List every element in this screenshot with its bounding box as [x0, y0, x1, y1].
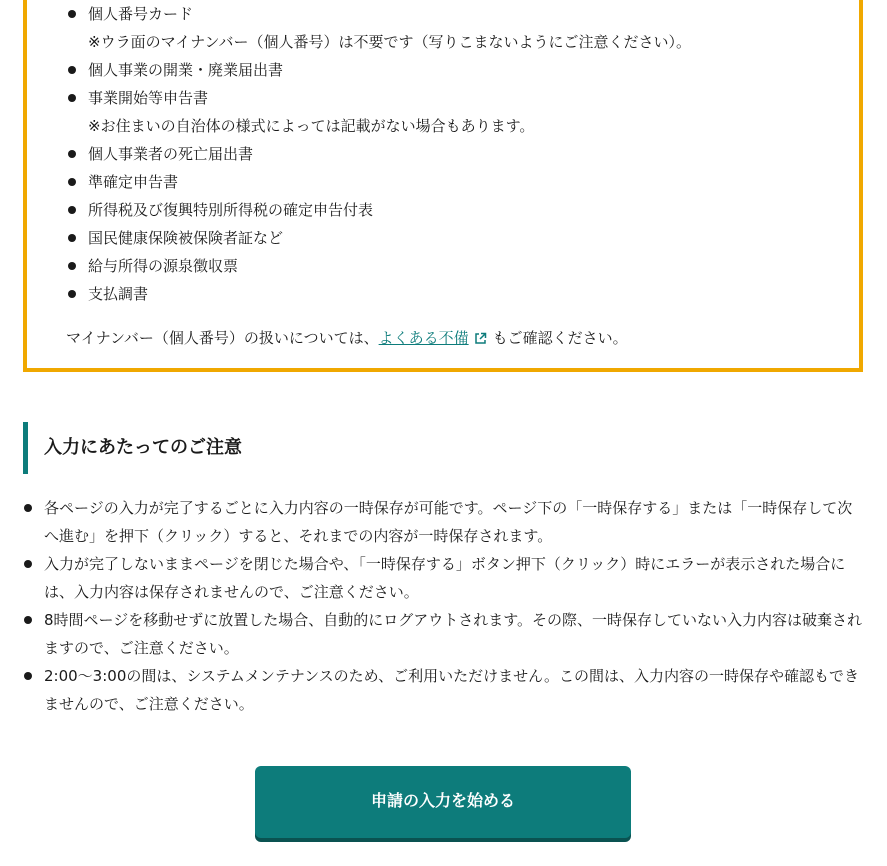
bullet-icon	[24, 672, 32, 680]
document-label: 準確定申告書	[88, 173, 179, 191]
document-label: 個人番号カード	[88, 5, 194, 23]
caution-text: 各ページの入力が完了するごとに入力内容の一時保存が可能です。ページ下の「一時保存する」または「一時保存して次へ進む」を押下（クリック）すると、それまでの内容が一時保存されます。	[44, 499, 853, 545]
document-item	[66, 84, 846, 112]
document-item	[66, 0, 846, 28]
mynumber-notice	[66, 324, 628, 352]
external-link-icon[interactable]	[474, 332, 487, 345]
bullet-icon	[68, 10, 76, 18]
bullet-icon	[68, 206, 76, 214]
document-label: 給与所得の源泉徴収票	[88, 257, 239, 275]
document-item	[66, 280, 846, 308]
document-label: 国民健康保険被保険者証など	[88, 229, 284, 247]
start-application-button[interactable]: 申請の入力を始める	[255, 766, 631, 838]
document-label: 個人事業者の死亡届出書	[88, 145, 254, 163]
caution-heading: 入力にあたってのご注意	[23, 422, 863, 474]
caution-item	[23, 550, 863, 606]
mynumber-prefix: マイナンバー（個人番号）の扱いについては、	[66, 329, 379, 347]
bullet-icon	[68, 150, 76, 158]
caution-list	[23, 494, 863, 718]
document-item	[66, 168, 846, 196]
document-label: 支払調書	[88, 285, 149, 303]
document-label: 事業開始等申告書	[88, 89, 209, 107]
document-item	[66, 140, 846, 168]
bullet-icon	[68, 94, 76, 102]
caution-text: 入力が完了しないままページを閉じた場合や、「一時保存する」ボタン押下（クリック）時にエラーが表示された場合には、入力内容は保存されませんので、ご注意ください。	[44, 555, 846, 601]
bullet-icon	[24, 560, 32, 568]
document-list	[66, 0, 846, 308]
bullet-icon	[68, 290, 76, 298]
document-item	[66, 196, 846, 224]
document-label: 個人事業の開業・廃業届出書	[88, 61, 284, 79]
bullet-icon	[24, 616, 32, 624]
caution-item	[23, 662, 863, 718]
bullet-icon	[68, 178, 76, 186]
caution-item	[23, 606, 863, 662]
bullet-icon	[68, 234, 76, 242]
caution-item	[23, 494, 863, 550]
bullet-icon	[24, 504, 32, 512]
document-note: ※ウラ面のマイナンバー（個人番号）は不要です（写りこまないようにご注意ください）。	[88, 33, 691, 51]
document-note: ※お住まいの自治体の様式によっては記載がない場合もあります。	[88, 117, 535, 135]
caution-text: 8時間ページを移動せずに放置した場合、自動的にログアウトされます。その際、一時保存していない入力内容は破棄されますので、ご注意ください。	[44, 611, 863, 657]
faq-link[interactable]: よくある不備	[378, 329, 469, 347]
document-item	[66, 252, 846, 280]
bullet-icon	[68, 66, 76, 74]
document-label: 所得税及び復興特別所得税の確定申告付表	[88, 201, 374, 219]
document-item	[66, 56, 846, 84]
mynumber-suffix: もご確認ください。	[492, 329, 628, 347]
bullet-icon	[68, 262, 76, 270]
caution-text: 2:00〜3:00の間は、システムメンテナンスのため、ご利用いただけません。この間は、入力内容の一時保存や確認もできませんので、ご注意ください。	[44, 667, 859, 713]
document-item	[66, 224, 846, 252]
